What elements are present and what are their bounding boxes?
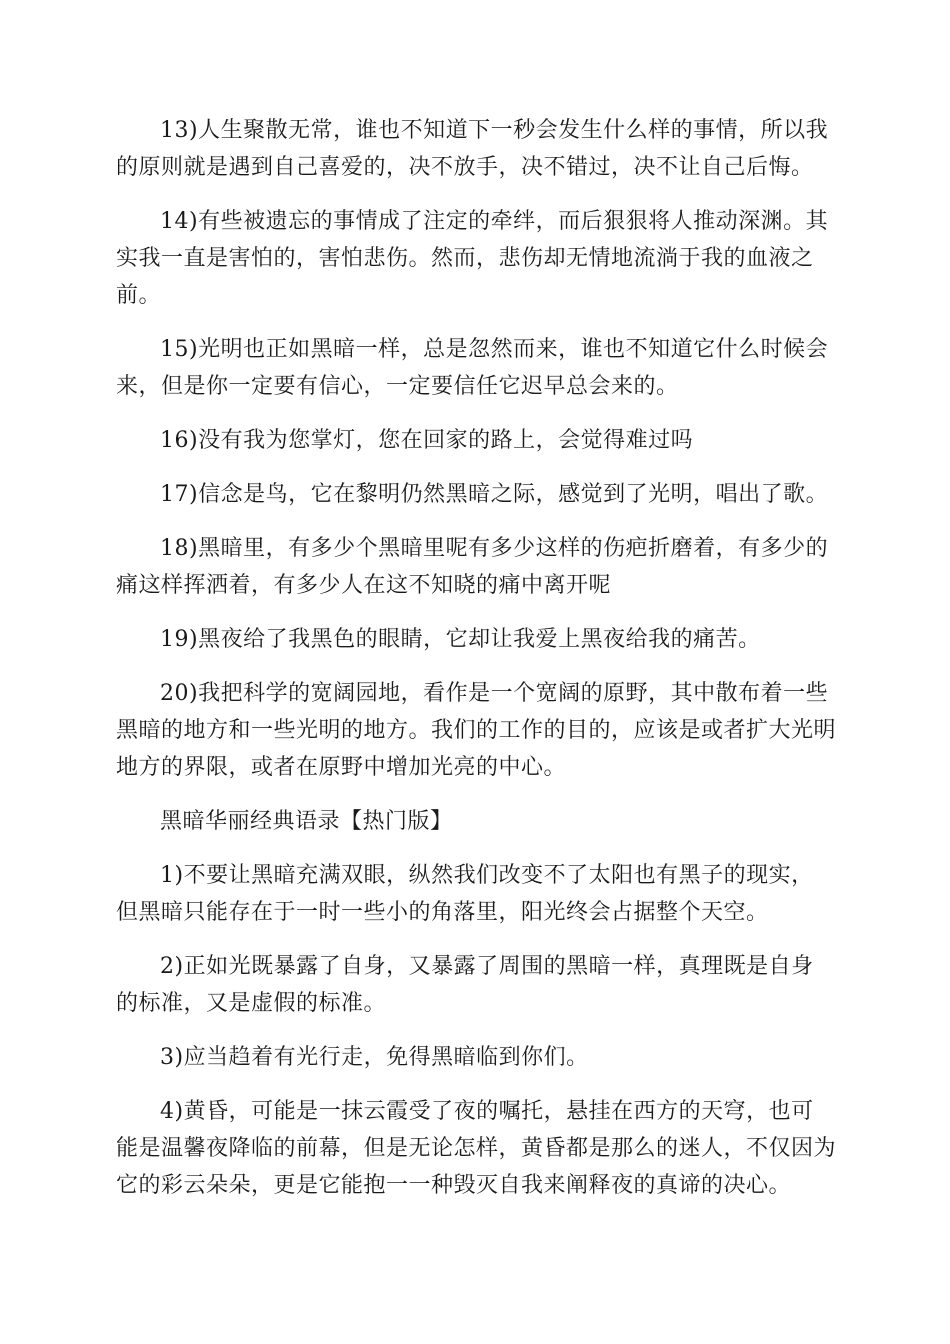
quote-paragraph-1: 1)不要让黑暗充满双眼，纵然我们改变不了太阳也有黑子的现实，但黑暗只能存在于一时一些小的角落里，阳光终会占据整个天空。	[116, 863, 814, 925]
quote-paragraph-2: 2)正如光既暴露了自身，又暴露了周围的黑暗一样，真理既是自身的标准，又是虚假的标准。	[116, 954, 814, 1016]
quote-paragraph-14: 14)有些被遗忘的事情成了注定的牵绊，而后狠狠将人推动深渊。其实我一直是害怕的，害怕悲伤。然而，悲伤却无情地流淌于我的血液之前。	[116, 209, 829, 308]
quote-paragraph-16: 16)没有我为您掌灯，您在回家的路上，会觉得难过吗	[160, 428, 694, 453]
quote-paragraph-15: 15)光明也正如黑暗一样，总是忽然而来，谁也不知道它什么时候会来，但是你一定要有信心，一定要信任它迟早总会来的。	[116, 337, 829, 399]
section-heading: 黑暗华丽经典语录【热门版】	[160, 809, 453, 834]
quote-paragraph-18: 18)黑暗里，有多少个黑暗里呢有多少这样的伤疤折磨着，有多少的痛这样挥洒着，有多少人在这不知晓的痛中离开呢	[116, 536, 829, 598]
document-body	[116, 112, 836, 1221]
quote-paragraph-19: 19)黑夜给了我黑色的眼睛，它却让我爱上黑夜给我的痛苦。	[160, 627, 761, 652]
quote-paragraph-13: 13)人生聚散无常，谁也不知道下一秒会发生什么样的事情，所以我的原则就是遇到自己喜爱的，决不放手，决不错过，决不让自己后悔。	[116, 118, 829, 180]
quote-paragraph-3: 3)应当趋着有光行走，免得黑暗临到你们。	[160, 1045, 589, 1070]
quote-paragraph-20: 20)我把科学的宽阔园地，看作是一个宽阔的原野，其中散布着一些黑暗的地方和一些光明的地方。我们的工作的目的，应该是或者扩大光明地方的界限，或者在原野中增加光亮的中心。	[116, 681, 837, 780]
quote-paragraph-17: 17)信念是鸟，它在黎明仍然黑暗之际，感觉到了光明，唱出了歌。	[160, 482, 829, 507]
quote-paragraph-4: 4)黄昏，可能是一抹云霞受了夜的嘱托，悬挂在西方的天穹，也可能是温馨夜降临的前幕，但是无论怎样，黄昏都是那么的迷人，不仅因为它的彩云朵朵，更是它能抱一一种毁灭自我来阐释夜的真谛的决心。	[116, 1099, 837, 1198]
